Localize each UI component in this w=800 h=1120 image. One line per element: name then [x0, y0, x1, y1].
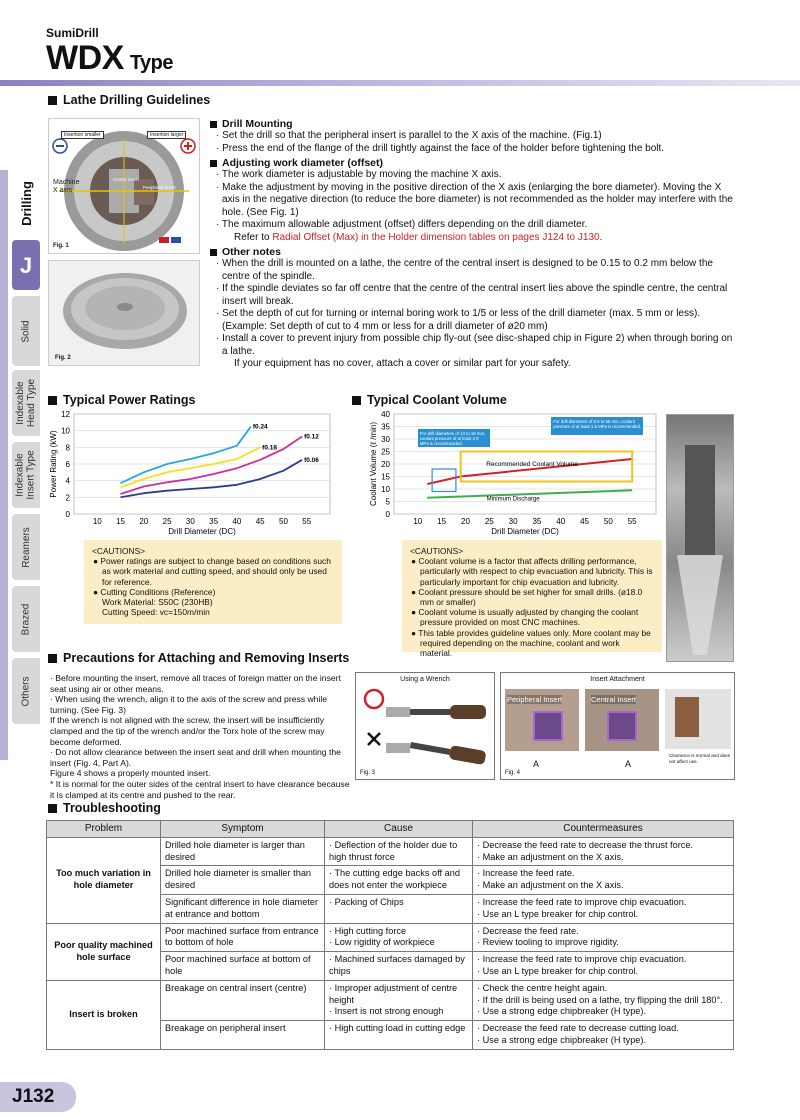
symptom-cell: Significant difference in hole diameter at entrance and bottom — [161, 894, 325, 923]
fig3-caption: Fig. 3 — [360, 770, 376, 776]
page-title — [46, 40, 173, 81]
x-tick-label: 40 — [232, 517, 242, 526]
countermeasure-cell: · Check the centre height again. · If the drill is being used on a lathe, try flipping the drill 180°. · Use a strong edge chipbreaker (H type). — [473, 980, 734, 1020]
tab-indexable-head[interactable]: Indexable Head Type — [12, 370, 40, 436]
y-tick-label: 6 — [65, 460, 70, 469]
table-row — [47, 980, 734, 1020]
y-axis-label: Coolant Volume (ℓ /min) — [369, 422, 378, 506]
coolant-section-title: Typical Coolant Volume — [352, 393, 507, 407]
symptom-cell: Poor machined surface from entrance to bottom of hole — [161, 923, 325, 952]
adjusting-heading: Adjusting work diameter (offset) — [210, 157, 735, 169]
countermeasure-cell: · Increase the feed rate to improve chip evacuation. · Use an L type breaker for chip control. — [473, 894, 734, 923]
countermeasure-cell: · Decrease the feed rate to decrease cutting load. · Use a strong edge chipbreaker (H type). — [473, 1021, 734, 1050]
tab-others[interactable]: Others — [12, 658, 40, 724]
minus-label: Insertion smaller — [61, 131, 104, 139]
square-bullet-icon — [210, 121, 217, 128]
x-tick-label: 10 — [92, 517, 102, 526]
clearance-photo — [665, 689, 731, 749]
power-cautions — [84, 540, 342, 624]
series-label: f0.12 — [304, 433, 319, 441]
x-tick-label: 45 — [255, 517, 265, 526]
cautions-title: <CAUTIONS> — [410, 546, 464, 556]
cause-cell: · Packing of Chips — [325, 894, 473, 923]
cause-cell: · Deflection of the holder due to high thrust force — [325, 837, 473, 866]
cause-cell: · The cutting edge backs off and does not enter the workpiece — [325, 866, 473, 895]
y-tick-label: 30 — [381, 435, 390, 444]
precaution-line: * It is normal for the outer sides of the central insert to have clearance because it is clamped at its centre and pushed to the rear. — [50, 778, 350, 800]
symptom-cell: Poor machined surface at bottom of hole — [161, 952, 325, 981]
series-name: WDX — [46, 39, 124, 77]
header-countermeasures: Countermeasures — [473, 821, 734, 838]
type-suffix: Type — [129, 52, 174, 74]
cause-cell: · Machined surfaces damaged by chips — [325, 952, 473, 981]
precaution-line: Figure 4 shows a properly mounted insert. — [50, 768, 211, 779]
header-cause: Cause — [325, 821, 473, 838]
clearance-note: Clearance is normal and does not affect use. — [669, 753, 731, 764]
y-tick-label: 2 — [65, 493, 70, 503]
cause-cell: · High cutting load in cutting edge — [325, 1021, 473, 1050]
table-row — [47, 837, 734, 866]
y-tick-label: 35 — [381, 422, 390, 432]
x-tick-label: 30 — [185, 517, 195, 526]
fig4-caption: Fig. 4 — [505, 770, 521, 776]
x-tick-label: 55 — [627, 517, 637, 526]
countermeasure-cell: · Increase the feed rate. · Make an adjustment on the X axis. — [473, 866, 734, 895]
precautions-text — [50, 673, 350, 800]
cautions-title: <CAUTIONS> — [92, 546, 146, 556]
header-symptom: Symptom — [161, 821, 325, 838]
peripheral-insert-label: Peripheral Insert — [507, 695, 563, 704]
wrench-diagram — [356, 683, 494, 773]
problem-cell: Poor quality machined hole surface — [47, 923, 161, 980]
note-line: · Set the depth of cut for turning or internal boring work to 1/5 or less of the drill diameter (max. 5 mm or less). (Example: Set depth of cut to 4 mm or less for a drill diameter of ø20 mm) — [216, 308, 701, 332]
precaution-line: · Do not allow clearance between the insert seat and drill when mounting the insert (Fig. 4, Part A). — [50, 747, 341, 768]
series-label: f0.18 — [262, 444, 278, 452]
problem-cell: Insert is broken — [47, 980, 161, 1049]
precaution-line: · When using the wrench, align it to the axis of the screw and press while turning. (See Fig. 3) — [50, 694, 328, 715]
series-label: Minimum Discharge — [486, 496, 540, 503]
lathe-guidelines-text — [210, 116, 735, 371]
square-bullet-icon — [48, 396, 57, 405]
x-axis-label: Drill Diameter (DC) — [168, 527, 236, 536]
x-tick-label: 20 — [139, 517, 149, 526]
other-notes-heading: Other notes — [210, 246, 735, 258]
caution-item: ● This table provides guideline values only. More coolant may be required depending on the machine, coolant and work material. — [411, 627, 651, 659]
fig3-wrench — [355, 672, 495, 780]
tab-indexable-insert[interactable]: Indexable Insert Type — [12, 442, 40, 508]
x-tick-label: 50 — [603, 517, 613, 526]
square-bullet-icon — [210, 249, 217, 256]
central-insert-label: Central Insert — [591, 695, 637, 704]
note-line: · When the drill is mounted on a lathe, the centre of the central insert is designed to be 0.15 to 0.2 mm below the centre of the spindle. — [216, 258, 713, 282]
disc-chip-image — [49, 261, 199, 365]
note-line: · Install a cover to prevent injury from possible chip fly-out (see disc-shaped chip in Figure 2) when through boring on a lathe. — [216, 333, 733, 357]
countermeasure-cell: · Decrease the feed rate to decrease the thrust force. · Make an adjustment on the X axis. — [473, 837, 734, 866]
y-tick-label: 15 — [381, 472, 390, 482]
y-tick-label: 12 — [61, 410, 70, 419]
mounting-line: · Press the end of the flange of the drill tightly against the face of the holder before tightening the bolt. — [216, 142, 665, 154]
x-axis-label: Drill Diameter (DC) — [491, 527, 559, 536]
mounting-line: · Set the drill so that the peripheral insert is parallel to the X axis of the machine. (Fig.1) — [216, 130, 602, 141]
y-tick-label: 5 — [385, 497, 390, 507]
cause-cell: · Improper adjustment of centre height · Insert is not strong enough — [325, 980, 473, 1020]
note-line: If your equipment has no cover, attach a cover or similar part for your safety. — [234, 358, 571, 369]
plus-label: Insertion larger — [147, 131, 186, 139]
tab-reamers[interactable]: Reamers — [12, 514, 40, 580]
peripheral-insert-label: Peripheral insert — [143, 185, 176, 190]
tab-drilling[interactable]: Drilling — [18, 180, 34, 226]
y-tick-label: 10 — [381, 485, 390, 494]
note-line: · If the spindle deviates so far off centre that the centre of the central insert lies above the spindle centre, the central insert will break. — [216, 283, 728, 307]
y-axis-label: Power Rating (kW) — [49, 430, 58, 498]
fig2-caption: Fig. 2 — [55, 355, 71, 361]
x-tick-label: 25 — [162, 517, 172, 526]
x-tick-label: 35 — [209, 517, 219, 526]
series-label: f0.24 — [252, 423, 268, 431]
precautions-section-title: Precautions for Attaching and Removing Inserts — [48, 651, 349, 665]
caution-item: ● Coolant pressure should be set higher for small drills. (ø18.0 mm or smaller) — [411, 586, 643, 608]
x-tick-label: 15 — [116, 517, 125, 526]
caution-item: ● Coolant volume is a factor that affects drilling performance, particularly with respect to chip evacuation and lubricity. This is particularly important for chip evacuation and lubricity. — [411, 556, 653, 587]
tab-brazed[interactable]: Brazed — [12, 586, 40, 652]
adjusting-line: · The work diameter is adjustable by moving the machine X axis. — [216, 169, 502, 180]
coolant-chart — [354, 408, 664, 538]
y-tick-label: 40 — [381, 410, 390, 419]
fig4-insert — [500, 672, 735, 780]
drill-mounting-heading: Drill Mounting — [210, 118, 735, 130]
adjusting-line: · Make the adjustment by moving in the positive direction of the X axis (enlarging the bore diameter). Moving the X axis in the negative direction (to reduce the bore diameter) is not recommended as the holder may interfere with the hole. (See Fig. 1) — [216, 181, 733, 218]
table-row — [47, 923, 734, 952]
part-a-label: A — [625, 759, 632, 769]
header-problem: Problem — [47, 821, 161, 838]
page-number: J132 — [0, 1082, 76, 1112]
precaution-line: · Before mounting the insert, remove all traces of foreign matter on the insert seat using air or other means. — [50, 673, 341, 694]
x-tick-label: 50 — [279, 517, 288, 526]
part-a-label: A — [533, 759, 540, 769]
symptom-cell: Drilled hole diameter is larger than desired — [161, 837, 325, 866]
symptom-cell: Breakage on peripheral insert — [161, 1021, 325, 1050]
fig4-title: Insert Attachment — [590, 676, 645, 683]
symptom-cell: Drilled hole diameter is smaller than desired — [161, 866, 325, 895]
x-tick-label: 25 — [484, 517, 494, 526]
series-label: f0.06 — [304, 456, 319, 464]
refer-link[interactable]: Radial Offset (Max) in the Holder dimension tables on pages J124 to J130 — [272, 231, 600, 243]
annotation-box: For drill diameters of 13 to 18 mm, coolant pressure of at least 2.0 MPa is recommended. — [418, 429, 490, 447]
fig1-caption: Fig. 1 — [53, 243, 69, 249]
coolant-cautions — [402, 540, 662, 659]
power-chart — [44, 408, 344, 538]
y-tick-label: 10 — [61, 426, 70, 436]
y-tick-label: 25 — [381, 447, 390, 457]
caution-item: ● Cutting Conditions (Reference) Work Material: S50C (230HB) Cutting Speed: vc=150m/min — [93, 586, 216, 618]
countermeasure-cell: · Increase the feed rate to improve chip evacuation. · Use an L type breaker for chip control. — [473, 952, 734, 981]
cause-cell: · High cutting force · Low rigidity of workpiece — [325, 923, 473, 952]
series-label: Recommended Coolant Volume — [486, 461, 579, 468]
y-tick-label: 0 — [65, 510, 70, 519]
x-tick-label: 45 — [580, 517, 589, 526]
adjusting-refer: Refer to Radial Offset (Max) in the Holder dimension tables on pages J124 to J130. — [234, 231, 603, 243]
tab-solid[interactable]: Solid — [12, 296, 40, 366]
x-tick-label: 35 — [532, 517, 542, 526]
x-tick-label: 55 — [302, 517, 312, 526]
lathe-section-title: Lathe Drilling Guidelines — [48, 93, 210, 107]
tab-j[interactable]: J — [12, 240, 40, 290]
x-tick-label: 15 — [437, 517, 447, 526]
square-bullet-icon — [48, 96, 57, 105]
annotation-box: For drill diameters of 8.5 to 55 mm, coolant pressure of at least 1.5 MPa is recommended. — [551, 417, 643, 435]
x-tick-label: 40 — [556, 517, 566, 526]
y-tick-label: 20 — [381, 460, 390, 469]
y-tick-label: 8 — [65, 443, 70, 453]
caution-item: ● Coolant volume is usually adjusted by changing the coolant pressure provided on most CNC machines. — [411, 607, 639, 628]
square-bullet-icon — [48, 654, 57, 663]
coolant-photo — [666, 414, 734, 662]
title-rule — [0, 80, 800, 86]
countermeasure-cell: · Decrease the feed rate. · Review tooling to improve rigidity. — [473, 923, 734, 952]
brand-name: SumiDrill — [46, 26, 99, 40]
x-tick-label: 20 — [461, 517, 470, 526]
fig1-photo — [48, 118, 200, 254]
symptom-cell: Breakage on central insert (centre) — [161, 980, 325, 1020]
precaution-line: If the wrench is not aligned with the screw, the insert will be insufficiently clamped and the tip of the wrench and/or the Torx hole of the screw may become deformed. — [50, 715, 325, 747]
square-bullet-icon — [352, 396, 361, 405]
side-accent-bar — [0, 170, 8, 760]
caution-item: ● Power ratings are subject to change based on conditions such as work material and cutting speed, and should only be used for reference. — [93, 556, 331, 587]
square-bullet-icon — [48, 804, 57, 813]
power-section-title: Typical Power Ratings — [48, 393, 195, 407]
y-tick-label: 4 — [65, 476, 70, 486]
square-bullet-icon — [210, 160, 217, 167]
troubleshooting-table — [46, 820, 734, 1050]
machine-axis-label: Machine X axis — [53, 179, 80, 194]
fig2-photo — [48, 260, 200, 366]
problem-cell: Too much variation in hole diameter — [47, 837, 161, 923]
x-tick-label: 10 — [413, 517, 423, 526]
centre-insert-label: Centre insert — [113, 177, 139, 182]
y-tick-label: 0 — [385, 510, 390, 519]
troubleshooting-section-title: Troubleshooting — [48, 801, 161, 815]
x-tick-label: 30 — [508, 517, 518, 526]
fig3-title: Using a Wrench — [400, 676, 450, 683]
adjusting-line: · The maximum allowable adjustment (offset) differs depending on the drill diameter. — [216, 219, 588, 230]
drill-coolant-image — [667, 415, 733, 661]
